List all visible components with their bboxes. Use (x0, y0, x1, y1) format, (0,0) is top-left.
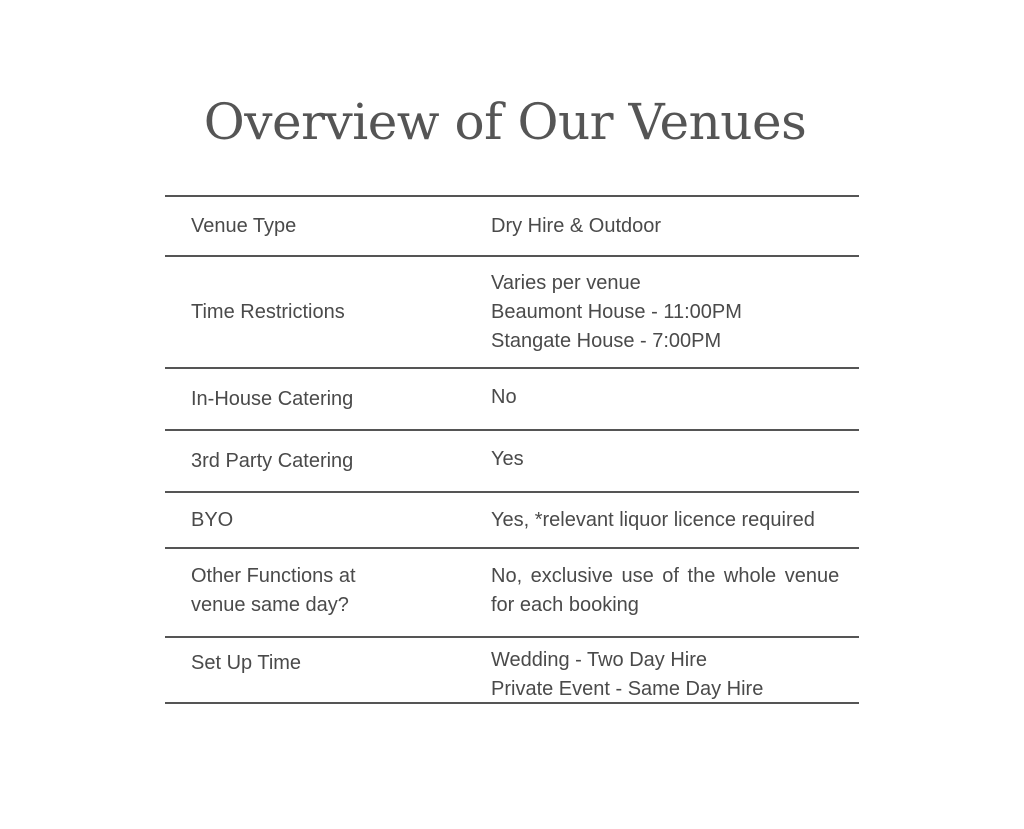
table-row-other-functions (165, 549, 859, 638)
row-label (165, 562, 465, 620)
table-row-time-restrictions (165, 257, 859, 369)
value-line: Beaumont House - 11:00PM (491, 300, 742, 323)
row-value (465, 562, 859, 620)
value-line: Stangate House - 7:00PM (491, 329, 722, 352)
value-line: Varies per venue (491, 271, 641, 294)
row-value (465, 383, 859, 412)
row-value (465, 506, 859, 535)
table-row-in-house-catering (165, 369, 859, 431)
value-line: Dry Hire & Outdoor (491, 214, 662, 237)
value-line: Yes (491, 447, 524, 470)
label-line: Other Functions at (191, 564, 356, 587)
row-value (465, 646, 859, 704)
venue-overview-table (165, 195, 859, 704)
row-label: In-House Catering (191, 387, 354, 410)
row-label: Venue Type (191, 214, 297, 237)
row-label: Time Restrictions (191, 300, 345, 323)
value-line: for each booking (491, 593, 639, 616)
row-value (465, 445, 859, 474)
value-line: Wedding - Two Day Hire (491, 649, 708, 671)
value-line: No (491, 385, 517, 408)
row-label: BYO (191, 508, 234, 531)
row-value (465, 269, 859, 356)
value-line: Yes, *relevant liquor licence required (491, 508, 815, 531)
label-line: venue same day? (191, 593, 349, 616)
table-row-venue-type (165, 197, 859, 257)
table-row-byo (165, 493, 859, 549)
table-row-third-party-catering (165, 431, 859, 493)
value-line: Private Event - Same Day Hire (491, 678, 764, 700)
value-line: No, exclusive use of the whole venue (491, 564, 840, 587)
page-title: Overview of Our Venues (203, 93, 807, 151)
row-label: Set Up Time (191, 651, 302, 674)
row-label: 3rd Party Catering (191, 449, 354, 472)
row-value (465, 212, 859, 241)
table-row-set-up-time (165, 638, 859, 704)
